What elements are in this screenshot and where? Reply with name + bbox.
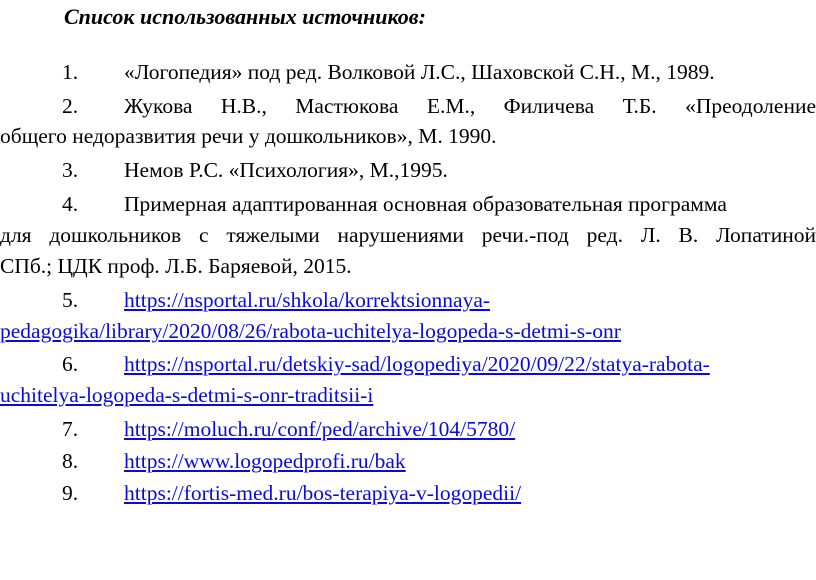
item-number: 7. xyxy=(62,417,79,441)
word: Л. xyxy=(640,223,661,247)
word: В. xyxy=(678,223,699,247)
word: дошкольников xyxy=(49,223,182,247)
item-text-line-3: СПб.; ЦДК проф. Л.Б. Баряевой, 2015. xyxy=(0,254,352,278)
word: ред. xyxy=(586,223,623,247)
item-number: 1. xyxy=(62,60,79,84)
word: тяжелыми xyxy=(226,223,320,247)
word: Мастюкова xyxy=(295,94,399,118)
word: Жукова xyxy=(124,94,193,118)
item-text: Немов Р.С. «Психология», М.,1995. xyxy=(124,158,448,182)
item-text: «Логопедия» под ред. Волковой Л.С., Шаховской С.Н., М., 1989. xyxy=(124,60,715,84)
item-number: 3. xyxy=(62,158,79,182)
reference-link[interactable]: https://nsportal.ru/shkola/korrektsionnaya- xyxy=(124,288,491,312)
reference-link-continuation[interactable]: uchitelya-logopeda-s-detmi-s-onr-traditsii-i xyxy=(0,383,374,407)
item-number: 5. xyxy=(62,288,79,312)
item-text-line-1 xyxy=(124,91,816,121)
word: для xyxy=(0,223,32,247)
word: с xyxy=(199,223,209,247)
word: нарушениями xyxy=(337,223,464,247)
word: Филичева xyxy=(503,94,595,118)
item-number: 8. xyxy=(62,449,79,473)
word: Лопатиной xyxy=(716,223,816,247)
reference-link-continuation[interactable]: pedagogika/library/2020/08/26/rabota-uchitelya-logopeda-s-detmi-s-onr xyxy=(0,319,621,343)
item-number: 2. xyxy=(62,94,79,118)
reference-link[interactable]: https://www.logopedprofi.ru/bak xyxy=(124,449,406,473)
word: речи.-под xyxy=(481,223,569,247)
item-text-line-2 xyxy=(0,220,816,250)
word: Е.М., xyxy=(426,94,476,118)
references-title: Список использованных источников: xyxy=(64,4,426,29)
item-number: 9. xyxy=(62,481,79,505)
word: Н.В., xyxy=(220,94,267,118)
word: «Преодоление xyxy=(685,94,816,118)
reference-link[interactable]: https://moluch.ru/conf/ped/archive/104/5780/ xyxy=(124,417,516,441)
item-text-line-1: Примерная адаптированная основная образовательная программа xyxy=(124,192,727,216)
item-text-line-2: общего недоразвития речи у дошкольников», М. 1990. xyxy=(0,124,497,148)
reference-link[interactable]: https://nsportal.ru/detskiy-sad/logopediya/2020/09/22/statya-rabota- xyxy=(124,352,710,376)
word: Т.Б. xyxy=(622,94,657,118)
item-number: 6. xyxy=(62,352,79,376)
item-number: 4. xyxy=(62,192,79,216)
reference-link[interactable]: https://fortis-med.ru/bos-terapiya-v-logopedii/ xyxy=(124,481,522,505)
